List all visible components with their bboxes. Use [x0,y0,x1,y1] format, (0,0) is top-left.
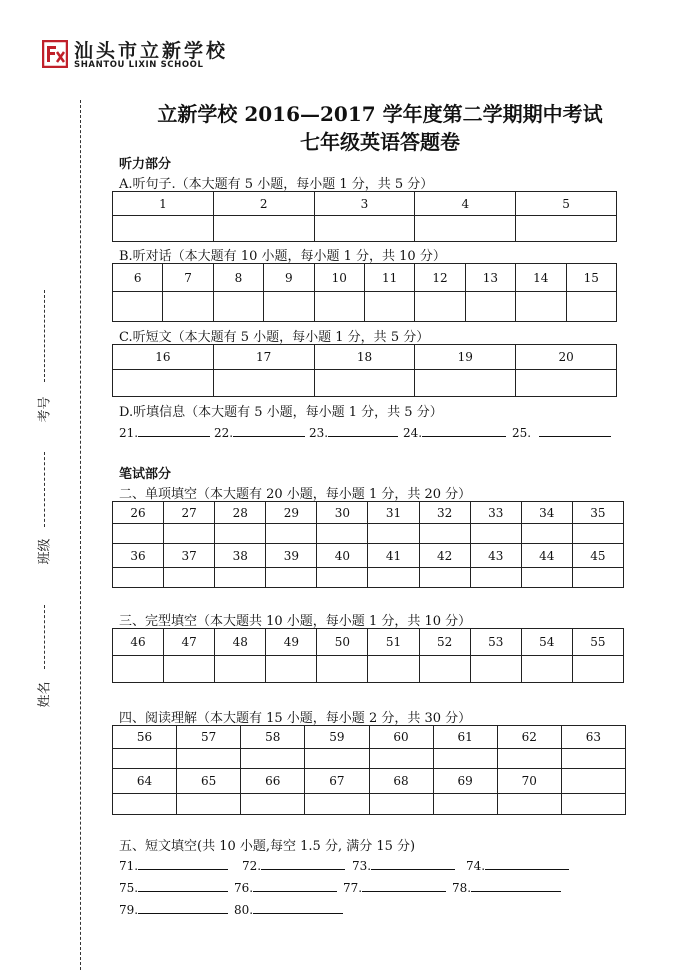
fill-item [512,424,611,440]
fill-blank[interactable] [422,424,506,437]
fill-number: 24. [403,426,423,440]
answer-cell[interactable] [419,568,470,588]
question-number: 28 [215,502,266,524]
answer-cell[interactable] [369,749,433,769]
question-number: 59 [305,726,369,749]
question-number: 45 [572,544,623,568]
question-number: 32 [419,502,470,524]
answer-cell[interactable] [521,568,572,588]
question-number: 69 [433,769,497,794]
fill-number: 21. [119,426,139,440]
question-number: 64 [113,769,177,794]
fill-item [403,424,506,440]
section-b-table [112,263,617,322]
question-number: 30 [317,502,368,524]
question-number: 38 [215,544,266,568]
section-4-table [112,725,626,815]
answer-cell[interactable] [177,794,241,815]
question-number: 47 [164,629,215,656]
question-number: 61 [433,726,497,749]
fill-item [452,879,561,895]
question-number: 27 [164,502,215,524]
question-number: 18 [314,345,415,370]
answer-cell[interactable] [241,794,305,815]
question-number: 60 [369,726,433,749]
answer-cell[interactable] [266,568,317,588]
fill-number: 71. [119,859,139,873]
fill-number: 73. [352,859,372,873]
question-number: 68 [369,769,433,794]
question-number: 26 [113,502,164,524]
answer-cell[interactable] [521,656,572,683]
fill-number: 25. [512,426,532,440]
answer-cell[interactable] [113,794,177,815]
question-number: 33 [470,502,521,524]
fill-item [119,901,228,917]
section-5-heading: 五、短文填空(共 10 小题,每空 1.5 分, 满分 15 分) [119,839,416,854]
name-field [30,605,60,715]
fill-blank[interactable] [485,857,569,870]
question-number: 48 [215,629,266,656]
question-number: 65 [177,769,241,794]
question-number: 46 [113,629,164,656]
fill-item [234,879,337,895]
fill-blank[interactable] [471,879,561,892]
answer-cell[interactable] [433,749,497,769]
answer-cell[interactable] [516,370,617,397]
name-blank [44,605,45,669]
fill-item [119,879,228,895]
question-number: 29 [266,502,317,524]
fill-item [352,857,455,873]
fill-number: 80. [234,903,254,917]
fill-item [309,424,398,440]
answer-cell[interactable] [368,524,419,544]
school-name-en: SHANTOU LIXIN SCHOOL [74,60,204,70]
answer-cell[interactable] [266,524,317,544]
answer-cell[interactable] [415,292,465,322]
answer-cell[interactable] [264,292,314,322]
answer-cell[interactable] [113,292,163,322]
answer-cell[interactable] [419,656,470,683]
question-number: 16 [113,345,214,370]
fill-number: 78. [452,881,472,895]
school-logo-icon [42,40,68,68]
answer-cell[interactable] [317,568,368,588]
question-number: 57 [177,726,241,749]
answer-cell[interactable] [113,656,164,683]
question-number: 34 [521,502,572,524]
question-number: 67 [305,769,369,794]
answer-cell[interactable] [113,524,164,544]
answer-cell[interactable] [113,568,164,588]
question-number: 7 [163,264,213,292]
fill-item [343,879,446,895]
question-number: 53 [470,629,521,656]
question-number: 63 [561,726,625,749]
answer-cell[interactable] [368,656,419,683]
question-number: 8 [213,264,263,292]
exam-number-field [30,290,60,425]
question-number: 35 [572,502,623,524]
question-number: 19 [415,345,516,370]
question-number: 51 [368,629,419,656]
fill-blank[interactable] [138,901,228,914]
fill-number: 76. [234,881,254,895]
question-number: 10 [314,264,364,292]
answer-cell[interactable] [566,292,616,322]
question-number: 4 [415,192,516,216]
writing-part-heading: 笔试部分 [119,467,172,482]
question-number: 3 [314,192,415,216]
answer-cell[interactable] [465,292,515,322]
listening-part-heading: 听力部分 [119,157,172,172]
exam-title: 立新学校 2016—2017 学年度第二学期期中考试 [157,102,603,126]
answer-cell[interactable] [314,292,364,322]
answer-cell[interactable] [317,524,368,544]
fill-item [119,857,228,873]
class-label: 班级 [37,538,53,565]
question-number: 58 [241,726,305,749]
answer-cell[interactable] [415,370,516,397]
answer-cell[interactable] [164,524,215,544]
fill-item [214,424,305,440]
answer-cell[interactable] [364,292,414,322]
answer-cell[interactable] [164,568,215,588]
answer-cell[interactable] [241,749,305,769]
answer-cell[interactable] [521,524,572,544]
answer-cell[interactable] [470,524,521,544]
section-a-heading: A.听句子.（本大题有 5 小题，每小题 1 分，共 5 分） [119,177,434,192]
fill-blank[interactable] [261,857,345,870]
answer-cell[interactable] [113,749,177,769]
fill-blank[interactable] [362,879,446,892]
answer-cell[interactable] [317,656,368,683]
fill-number: 77. [343,881,363,895]
answer-cell[interactable] [415,216,516,242]
fill-blank[interactable] [138,424,210,437]
question-number: 41 [368,544,419,568]
question-number: 43 [470,544,521,568]
fill-blank[interactable] [233,424,305,437]
answer-cell[interactable] [433,794,497,815]
question-number: 62 [497,726,561,749]
section-d-heading: D.听填信息（本大题有 5 小题，每小题 1 分，共 5 分） [119,405,443,420]
section-3-table [112,628,624,683]
question-number: 1 [113,192,214,216]
answer-cell[interactable] [164,656,215,683]
answer-cell[interactable] [213,216,314,242]
fill-blank[interactable] [539,424,611,437]
question-number: 13 [465,264,515,292]
question-number: 66 [241,769,305,794]
answer-cell[interactable] [369,794,433,815]
fill-blank[interactable] [253,901,343,914]
answer-cell[interactable] [113,370,214,397]
fill-item [242,857,345,873]
answer-cell[interactable] [497,794,561,815]
section-4-heading: 四、阅读理解（本大题有 15 小题，每小题 2 分，共 30 分） [119,711,472,726]
fill-blank[interactable] [371,857,455,870]
section-c-heading: C.听短文（本大题有 5 小题，每小题 1 分，共 5 分） [119,330,430,345]
section-b-heading: B.听对话（本大题有 10 小题，每小题 1 分，共 10 分） [119,249,446,264]
question-number: 14 [516,264,566,292]
question-number: 42 [419,544,470,568]
question-number: 12 [415,264,465,292]
class-blank [44,452,45,527]
school-name: 汕头市立新学校 [74,40,229,62]
fill-blank[interactable] [253,879,337,892]
question-number: 39 [266,544,317,568]
question-number: 2 [213,192,314,216]
fill-blank[interactable] [138,857,228,870]
answer-cell[interactable] [305,749,369,769]
answer-cell[interactable] [314,216,415,242]
answer-cell[interactable] [213,370,314,397]
question-number: 44 [521,544,572,568]
answer-cell[interactable] [572,568,623,588]
fill-item [119,424,210,440]
question-number [561,769,625,794]
answer-cell[interactable] [314,370,415,397]
exam-subtitle: 七年级英语答题卷 [300,130,460,154]
answer-cell[interactable] [368,568,419,588]
fill-number: 75. [119,881,139,895]
binding-line [80,100,81,970]
question-number: 31 [368,502,419,524]
name-label: 姓名 [37,681,53,708]
fill-blank[interactable] [328,424,398,437]
question-number: 52 [419,629,470,656]
fill-blank[interactable] [138,879,228,892]
question-number: 70 [497,769,561,794]
question-number: 50 [317,629,368,656]
answer-cell[interactable] [266,656,317,683]
answer-cell[interactable] [470,568,521,588]
answer-cell[interactable] [516,292,566,322]
question-number: 37 [164,544,215,568]
section-2-table [112,501,624,588]
fill-number: 22. [214,426,234,440]
answer-cell[interactable] [470,656,521,683]
question-number: 5 [516,192,617,216]
question-number: 40 [317,544,368,568]
fill-number: 79. [119,903,139,917]
section-a-table [112,191,617,242]
question-number: 56 [113,726,177,749]
question-number: 6 [113,264,163,292]
answer-cell[interactable] [561,794,625,815]
answer-cell[interactable] [305,794,369,815]
fill-item [466,857,569,873]
answer-cell[interactable] [113,216,214,242]
exam-number-label: 考号 [37,396,53,423]
question-number: 55 [572,629,623,656]
fill-number: 74. [466,859,486,873]
fill-item [234,901,343,917]
question-number: 9 [264,264,314,292]
answer-cell[interactable] [213,292,263,322]
answer-cell[interactable] [497,749,561,769]
section-3-heading: 三、完型填空（本大题共 10 小题，每小题 1 分，共 10 分） [119,614,472,629]
answer-cell[interactable] [215,568,266,588]
fill-number: 72. [242,859,262,873]
question-number: 20 [516,345,617,370]
answer-cell[interactable] [419,524,470,544]
section-2-heading: 二、单项填空（本大题有 20 小题，每小题 1 分，共 20 分） [119,487,472,502]
fill-number: 23. [309,426,329,440]
question-number: 54 [521,629,572,656]
answer-cell[interactable] [177,749,241,769]
question-number: 15 [566,264,616,292]
answer-cell[interactable] [215,524,266,544]
class-field [30,452,60,572]
answer-cell[interactable] [561,749,625,769]
question-number: 49 [266,629,317,656]
answer-cell[interactable] [163,292,213,322]
section-c-table [112,344,617,397]
question-number: 36 [113,544,164,568]
answer-cell[interactable] [516,216,617,242]
answer-cell[interactable] [572,656,623,683]
answer-cell[interactable] [215,656,266,683]
answer-cell[interactable] [572,524,623,544]
exam-number-blank [44,290,45,382]
question-number: 17 [213,345,314,370]
question-number: 11 [364,264,414,292]
